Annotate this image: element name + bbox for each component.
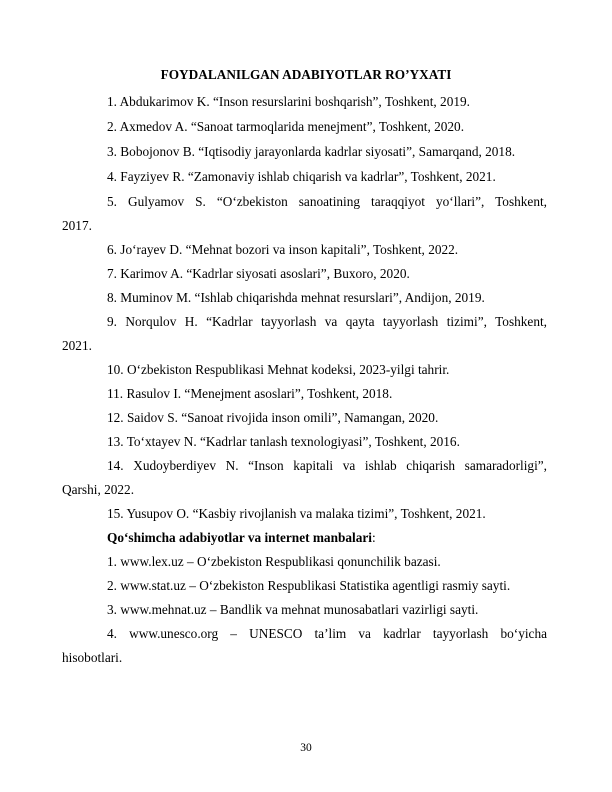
reference-item: 13. To‘xtayev N. “Kadrlar tanlash texnologiyasi”, Toshkent, 2016. (107, 434, 460, 449)
reference-item: 9. Norqulov H. “Kadrlar tayyorlash va qayta tayyorlash tizimi”, Toshkent, (107, 314, 547, 329)
reference-item: 6. Jo‘rayev D. “Mehnat bozori va inson kapitali”, Toshkent, 2022. (107, 242, 459, 257)
reference-item: 3. Bobojonov B. “Iqtisodiy jarayonlarda kadrlar siyosati”, Samarqand, 2018. (107, 144, 516, 159)
internet-source-item: 1. www.lex.uz – O‘zbekiston Respublikasi qonunchilik bazasi. (107, 554, 441, 569)
additional-sources-heading (107, 529, 547, 546)
internet-source-item-continuation: hisobotlari. (62, 650, 123, 665)
additional-sources-heading-text: Qo‘shimcha adabiyotlar va internet manbalari (107, 530, 372, 545)
reference-item: 7. Karimov A. “Kadrlar siyosati asoslari”, Buxoro, 2020. (107, 266, 410, 281)
page-number: 30 (300, 742, 312, 754)
reference-item: 14. Xudoyberdiyev N. “Inson kapitali va ishlab chiqarish samaradorligi”, (107, 458, 547, 473)
reference-item: 10. O‘zbekiston Respublikasi Mehnat kodeksi, 2023-yilgi tahrir. (107, 362, 450, 377)
reference-item: 8. Muminov M. “Ishlab chiqarishda mehnat resurslari”, Andijon, 2019. (107, 290, 485, 305)
internet-source-item: 2. www.stat.uz – O‘zbekiston Respublikasi Statistika agentligi rasmiy sayti. (107, 578, 511, 593)
reference-item: 4. Fayziyev R. “Zamonaviy ishlab chiqarish va kadrlar”, Toshkent, 2021. (107, 169, 496, 184)
page-title: FOYDALANILGAN ADABIYOTLAR RO’YXATI (160, 67, 452, 82)
internet-source-item: 4. www.unesco.org – UNESCO ta’lim va kadrlar tayyorlash bo‘yicha (107, 626, 547, 641)
additional-sources-heading-colon: : (371, 530, 376, 545)
internet-source-item: 3. www.mehnat.uz – Bandlik va mehnat munosabatlari vazirligi sayti. (107, 602, 479, 617)
reference-item: 12. Saidov S. “Sanoat rivojida inson omili”, Namangan, 2020. (107, 410, 439, 425)
reference-item: 2. Axmedov A. “Sanoat tarmoqlarida menejment”, Toshkent, 2020. (107, 119, 465, 134)
reference-item: 5. Gulyamov S. “O‘zbekiston sanoatining taraqqiyot yo‘llari”, Toshkent, (107, 194, 547, 209)
reference-item: 1. Abdukarimov K. “Inson resurslarini boshqarish”, Toshkent, 2019. (107, 94, 470, 109)
reference-item-continuation: Qarshi, 2022. (62, 482, 135, 497)
reference-item-continuation: 2021. (62, 338, 92, 353)
reference-item: 11. Rasulov I. “Menejment asoslari”, Toshkent, 2018. (107, 386, 393, 401)
reference-item: 15. Yusupov O. “Kasbiy rivojlanish va malaka tizimi”, Toshkent, 2021. (107, 506, 486, 521)
reference-item-continuation: 2017. (62, 218, 92, 233)
